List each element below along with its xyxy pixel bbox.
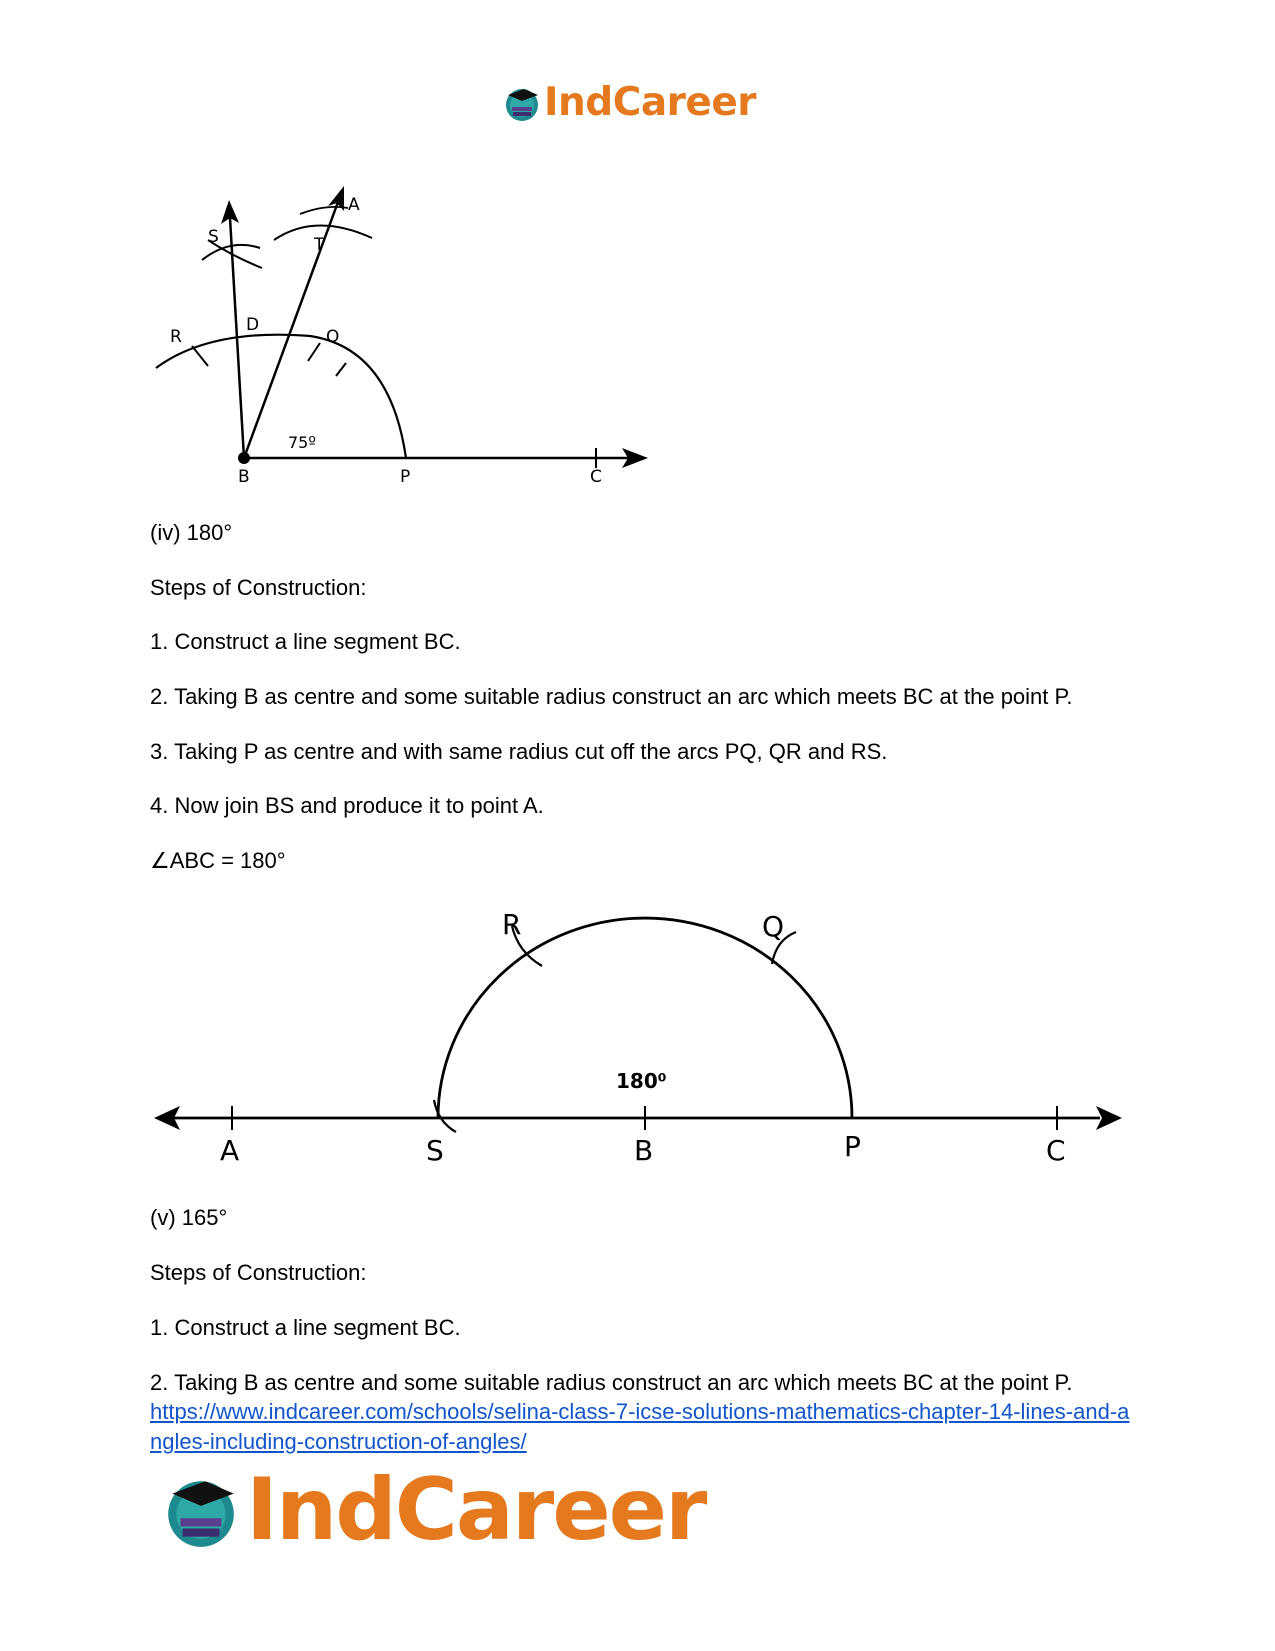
section-v-steps-title: Steps of Construction: (150, 1260, 367, 1285)
graduation-cap-globe-icon (502, 83, 542, 123)
angle-label-75: 75º (288, 433, 316, 452)
label-A: A (348, 195, 360, 215)
label-Q: Q (326, 327, 340, 347)
construction-figure-75 (150, 178, 670, 488)
section-iv-result: ∠ABC = 180° (150, 848, 286, 873)
label-S: S (426, 1134, 444, 1165)
section-iv-step-4: 4. Now join BS and produce it to point A. (150, 793, 544, 818)
label-B: B (238, 467, 250, 487)
label-P: P (844, 1130, 861, 1163)
label-P: P (400, 467, 411, 487)
label-S: S (208, 227, 219, 247)
label-C: C (590, 467, 602, 487)
section-v-step-2: 2. Taking B as centre and some suitable radius construct an arc which meets BC at the point P. (150, 1370, 1073, 1395)
angle-label-180: 180⁰ (616, 1069, 667, 1093)
section-iv-step-1: 1. Construct a line segment BC. (150, 629, 461, 654)
section-iv-step-3: 3. Taking P as centre and with same radius cut off the arcs PQ, QR and RS. (150, 739, 888, 764)
brand-name: IndCareer (544, 80, 756, 125)
indcareer-logo-top (502, 80, 756, 125)
label-C: C (1046, 1134, 1066, 1165)
graduation-cap-globe-icon (160, 1469, 242, 1551)
section-v-heading: (v) 165° (150, 1205, 228, 1230)
label-R: R (170, 327, 182, 347)
label-A: A (220, 1134, 240, 1165)
label-Q: Q (762, 910, 785, 943)
source-link[interactable]: https://www.indcareer.com/schools/selina-class-7-icse-solutions-mathematics-chapter-14-lines-and-angles-including-construction-of-angles/ (150, 1399, 1130, 1454)
section-v-step-1: 1. Construct a line segment BC. (150, 1315, 461, 1340)
brand-name: IndCareer (246, 1460, 706, 1560)
section-iv-step-2: 2. Taking B as centre and some suitable radius construct an arc which meets BC at the point P. (150, 684, 1073, 709)
label-R: R (502, 908, 522, 941)
label-D: D (246, 315, 260, 335)
section-iv-heading: (iv) 180° (150, 520, 233, 545)
label-B: B (634, 1134, 654, 1165)
construction-figure-180 (150, 900, 1125, 1165)
label-T: T (314, 235, 325, 255)
indcareer-logo-bottom (160, 1460, 705, 1560)
section-iv-steps-title: Steps of Construction: (150, 575, 367, 600)
